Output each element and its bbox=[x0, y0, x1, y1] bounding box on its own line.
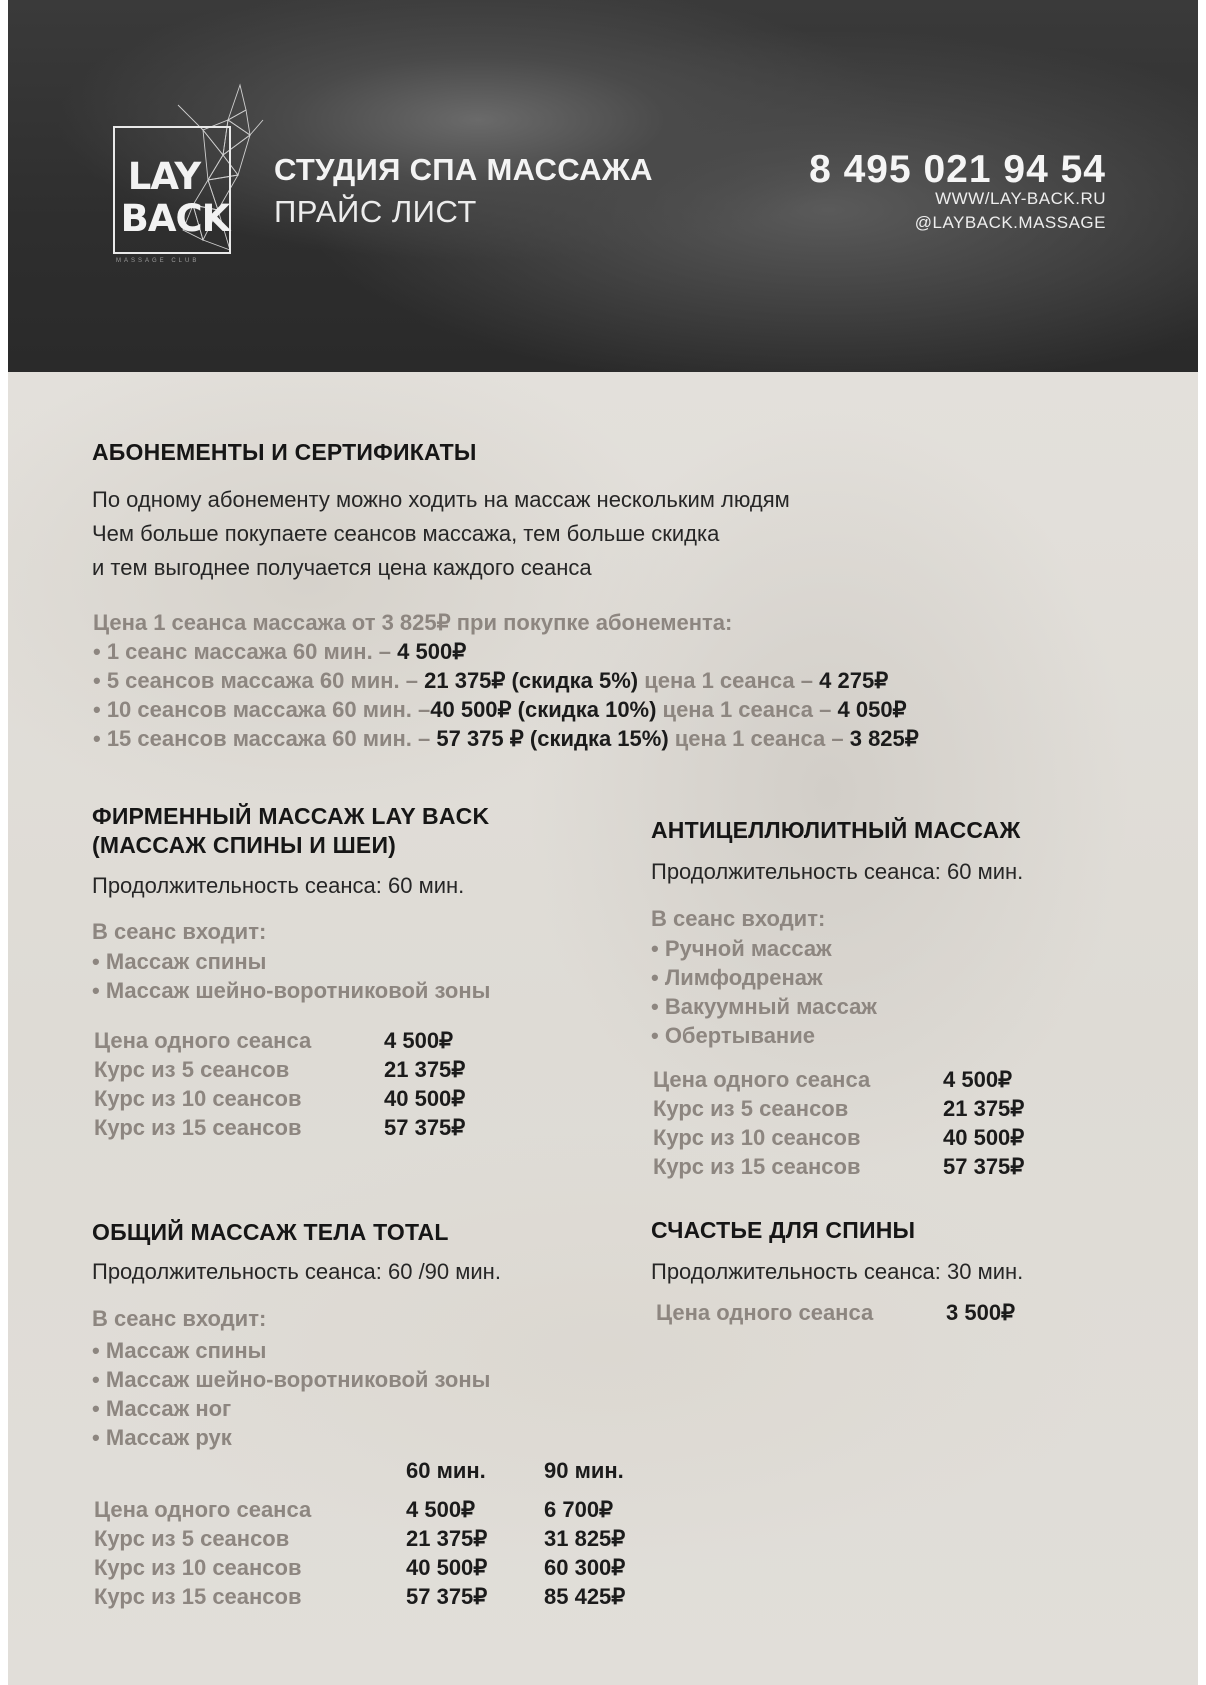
total-price-label: Цена одного сеанса bbox=[94, 1497, 312, 1522]
total-price-60: 57 375₽ bbox=[406, 1584, 488, 1609]
subscription-desc: • 15 сеансов массажа 60 мин. – bbox=[93, 726, 437, 751]
anticellulite-includes-label: В сеанс входит: bbox=[651, 906, 826, 931]
subscriptions-intro: Цена 1 сеанса массажа от 3 825₽ при покупке абонемента: bbox=[93, 610, 733, 635]
subscription-line bbox=[93, 695, 907, 724]
signature-price-value: 21 375₽ bbox=[384, 1057, 466, 1082]
total-duration: Продолжительность сеанса: 60 /90 мин. bbox=[92, 1259, 501, 1284]
signature-include-item: • Массаж шейно-воротниковой зоны bbox=[92, 978, 491, 1003]
anticellulite-price-label: Цена одного сеанса bbox=[653, 1067, 871, 1092]
total-price-label: Курс из 10 сеансов bbox=[94, 1555, 302, 1580]
total-include-item: • Массаж рук bbox=[92, 1425, 232, 1450]
anticellulite-duration: Продолжительность сеанса: 60 мин. bbox=[651, 859, 1024, 884]
total-price-90: 31 825₽ bbox=[544, 1526, 626, 1551]
header-banner bbox=[8, 0, 1198, 372]
signature-price-label: Цена одного сеанса bbox=[94, 1028, 312, 1053]
total-include-item: • Массаж шейно-воротниковой зоны bbox=[92, 1367, 491, 1392]
total-include-item: • Массаж спины bbox=[92, 1338, 267, 1363]
total-col-90: 90 мин. bbox=[544, 1458, 624, 1483]
signature-subtitle: (МАССАЖ СПИНЫ И ШЕИ) bbox=[92, 832, 397, 858]
back-happiness-price-value: 3 500₽ bbox=[946, 1300, 1016, 1325]
total-price-label: Курс из 5 сеансов bbox=[94, 1526, 290, 1551]
subscription-desc: • 1 сеанс массажа 60 мин. – bbox=[93, 639, 398, 664]
signature-price-value: 40 500₽ bbox=[384, 1086, 466, 1111]
total-price-60: 21 375₽ bbox=[406, 1526, 488, 1551]
signature-price-label: Курс из 5 сеансов bbox=[94, 1057, 290, 1082]
anticellulite-include-item: • Ручной массаж bbox=[651, 936, 832, 961]
subscription-price: 57 375 ₽ bbox=[436, 726, 524, 751]
anticellulite-include-item: • Обертывание bbox=[651, 1023, 815, 1048]
subscription-line bbox=[93, 724, 919, 753]
total-price-60: 40 500₽ bbox=[406, 1555, 488, 1580]
subscription-unit-price: 4 275₽ bbox=[819, 668, 889, 693]
anticellulite-title: АНТИЦЕЛЛЮЛИТНЫЙ МАССАЖ bbox=[651, 817, 1021, 843]
subscription-unit-price: 4 050₽ bbox=[837, 697, 907, 722]
anticellulite-price-value: 4 500₽ bbox=[943, 1067, 1013, 1092]
subscription-discount: (скидка 5%) bbox=[505, 668, 639, 693]
back-happiness-duration: Продолжительность сеанса: 30 мин. bbox=[651, 1259, 1024, 1284]
phone-number[interactable]: 8 495 021 94 54 bbox=[809, 148, 1106, 191]
subscription-discount: (скидка 10%) bbox=[511, 697, 657, 722]
anticellulite-include-item: • Лимфодренаж bbox=[651, 965, 823, 990]
logo-line-lay: LAY bbox=[127, 155, 201, 198]
total-col-60: 60 мин. bbox=[406, 1458, 486, 1483]
anticellulite-price-label: Курс из 15 сеансов bbox=[653, 1154, 861, 1179]
total-title: ОБЩИЙ МАССАЖ ТЕЛА TOTAL bbox=[92, 1219, 449, 1245]
subscription-discount: (скидка 15%) bbox=[523, 726, 669, 751]
signature-price-value: 57 375₽ bbox=[384, 1115, 466, 1140]
anticellulite-include-item: • Вакуумный массаж bbox=[651, 994, 877, 1019]
subscription-unit-label: цена 1 сеанса – bbox=[668, 726, 850, 751]
subscription-unit-price: 3 825₽ bbox=[849, 726, 919, 751]
anticellulite-price-value: 57 375₽ bbox=[943, 1154, 1025, 1179]
signature-include-item: • Массаж спины bbox=[92, 949, 267, 974]
subscription-unit-label: цена 1 сеанса – bbox=[638, 668, 820, 693]
total-price-90: 85 425₽ bbox=[544, 1584, 626, 1609]
signature-price-value: 4 500₽ bbox=[384, 1028, 454, 1053]
signature-title: ФИРМЕННЫЙ МАССАЖ LAY BACK bbox=[92, 803, 490, 829]
subscription-price: 4 500₽ bbox=[397, 639, 467, 664]
signature-duration: Продолжительность сеанса: 60 мин. bbox=[92, 873, 465, 898]
subscription-line bbox=[93, 637, 466, 666]
total-include-item: • Массаж ног bbox=[92, 1396, 232, 1421]
anticellulite-price-label: Курс из 5 сеансов bbox=[653, 1096, 849, 1121]
anticellulite-price-value: 21 375₽ bbox=[943, 1096, 1025, 1121]
subscription-price: 40 500₽ bbox=[430, 697, 512, 722]
total-price-90: 60 300₽ bbox=[544, 1555, 626, 1580]
price-content bbox=[8, 372, 1198, 1685]
price-list-title: ПРАЙС ЛИСТ bbox=[274, 194, 477, 229]
total-price-label: Курс из 15 сеансов bbox=[94, 1584, 302, 1609]
total-price-90: 6 700₽ bbox=[544, 1497, 614, 1522]
subscription-unit-label: цена 1 сеанса – bbox=[656, 697, 838, 722]
total-includes-label: В сеанс входит: bbox=[92, 1306, 267, 1331]
logo-line-back: BACK bbox=[120, 197, 230, 240]
signature-includes-label: В сеанс входит: bbox=[92, 919, 267, 944]
subscription-desc: • 5 сеансов массажа 60 мин. – bbox=[93, 668, 425, 693]
subscriptions-desc-line: Чем больше покупаете сеансов массажа, тем больше скидка bbox=[92, 521, 720, 546]
subscription-desc: • 10 сеансов массажа 60 мин. – bbox=[93, 697, 431, 722]
website-link[interactable]: WWW/LAY-BACK.RU bbox=[935, 189, 1106, 208]
subscriptions-title: АБОНЕМЕНТЫ И СЕРТИФИКАТЫ bbox=[92, 439, 477, 465]
anticellulite-price-label: Курс из 10 сеансов bbox=[653, 1125, 861, 1150]
back-happiness-price-label: Цена одного сеанса bbox=[656, 1300, 874, 1325]
logo-frame bbox=[113, 126, 231, 254]
total-price-60: 4 500₽ bbox=[406, 1497, 476, 1522]
anticellulite-price-value: 40 500₽ bbox=[943, 1125, 1025, 1150]
subscription-line bbox=[93, 666, 888, 695]
signature-price-label: Курс из 15 сеансов bbox=[94, 1115, 302, 1140]
subscriptions-desc-line: и тем выгоднее получается цена каждого сеанса bbox=[92, 555, 592, 580]
signature-price-label: Курс из 10 сеансов bbox=[94, 1086, 302, 1111]
back-happiness-title: СЧАСТЬЕ ДЛЯ СПИНЫ bbox=[651, 1217, 916, 1243]
subscriptions-desc-line: По одному абонементу можно ходить на массаж нескольким людям bbox=[92, 487, 790, 512]
studio-title: СТУДИЯ СПА МАССАЖА bbox=[274, 152, 653, 187]
logo-subtitle: MASSAGE CLUB bbox=[116, 258, 200, 264]
instagram-handle[interactable]: @LAYBACK.MASSAGE bbox=[914, 213, 1106, 232]
subscription-price: 21 375₽ bbox=[424, 668, 506, 693]
